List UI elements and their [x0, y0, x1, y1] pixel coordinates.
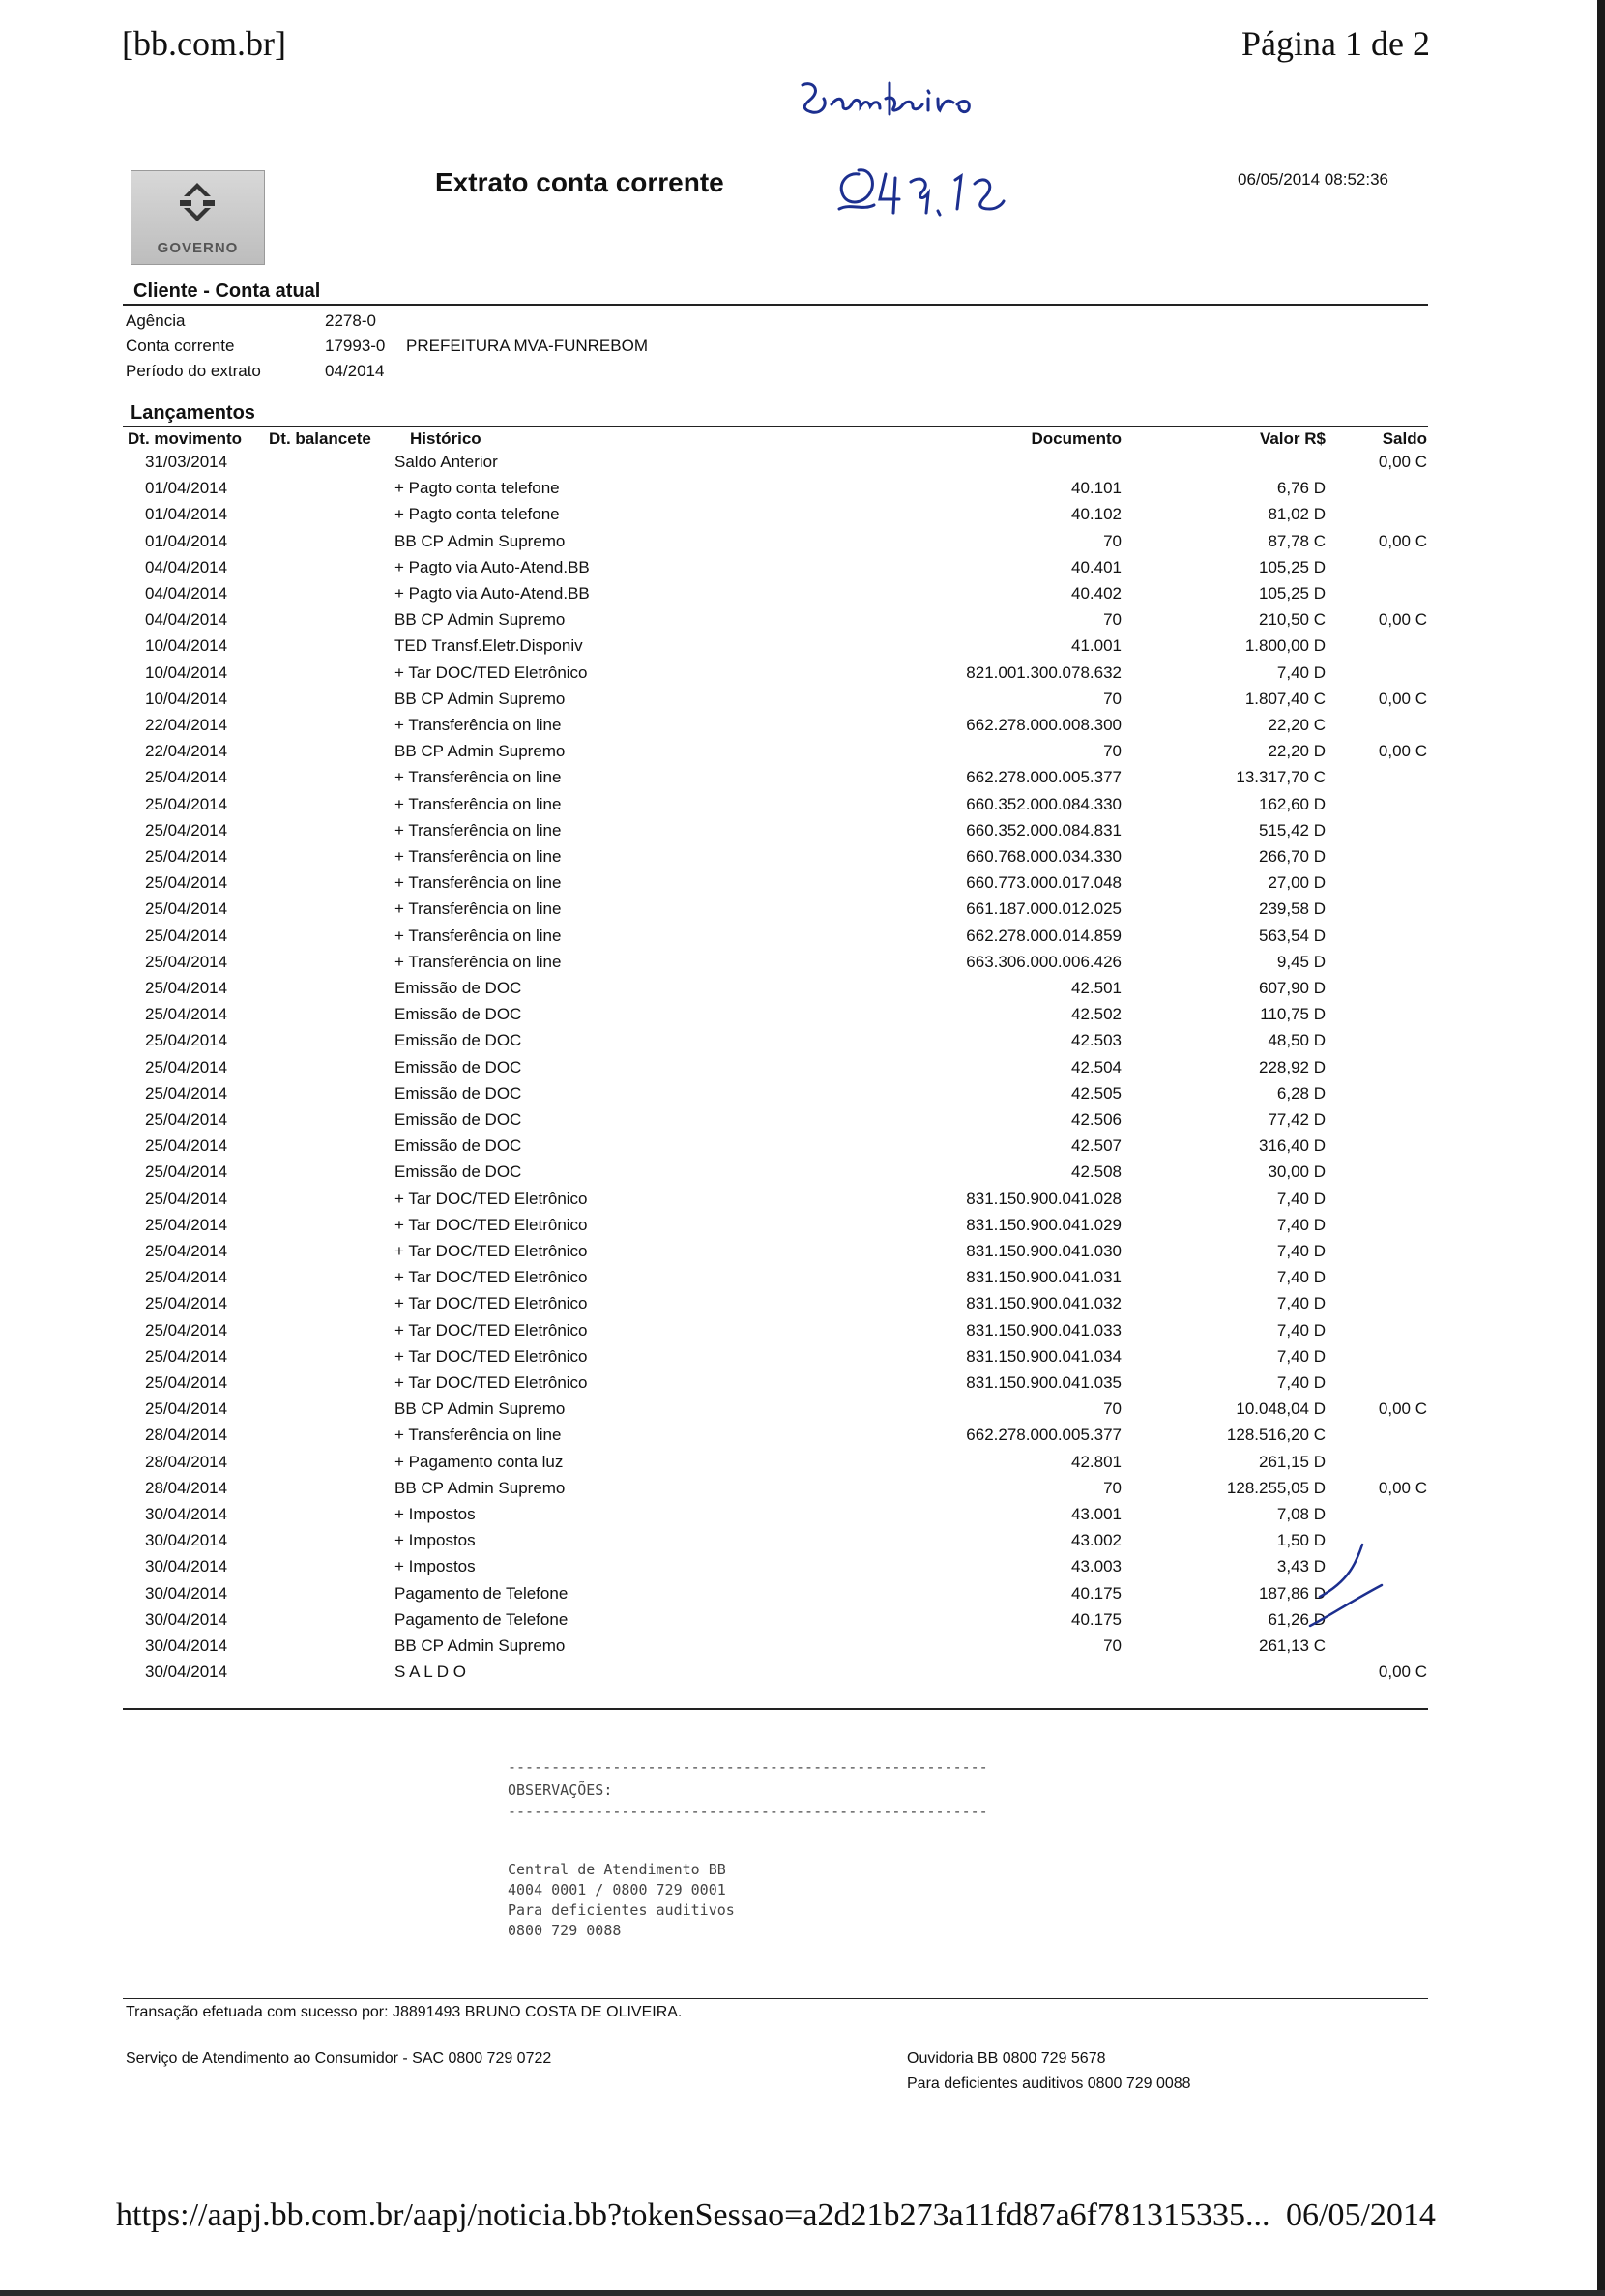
cell-historico: + Tar DOC/TED Eletrônico: [394, 662, 588, 682]
col-header-documento: Documento: [1031, 429, 1122, 448]
cell-valor: 261,15 D: [1259, 1452, 1326, 1471]
cell-valor: 210,50 C: [1259, 610, 1326, 630]
cell-dt-movimento: 30/04/2014: [145, 1609, 228, 1629]
cell-historico: Saldo Anterior: [394, 453, 498, 471]
cell-valor: 1.800,00 D: [1244, 636, 1326, 656]
cell-dt-movimento: 30/04/2014: [145, 1505, 228, 1523]
table-row: [0, 558, 1605, 584]
cell-historico: + Impostos: [394, 1505, 476, 1523]
cell-valor: 239,58 D: [1259, 899, 1326, 919]
deficientes-label: Para deficientes auditivos: [508, 1901, 735, 1919]
cell-historico: Emissão de DOC: [394, 1031, 522, 1050]
cell-historico: BB CP Admin Supremo: [394, 531, 566, 550]
statement-datetime: 06/05/2014 08:52:36: [1238, 170, 1388, 189]
handwritten-checkmark: [1300, 1543, 1387, 1630]
cell-historico: + Transferência on line: [394, 716, 562, 734]
cell-dt-movimento: 25/04/2014: [145, 1294, 228, 1313]
cell-valor: 7,40 D: [1276, 1242, 1326, 1260]
table-row: [0, 1031, 1605, 1057]
cell-documento: 42.801: [1071, 1452, 1122, 1471]
cell-valor: 607,90 D: [1259, 979, 1326, 997]
cell-dt-movimento: 25/04/2014: [145, 979, 228, 997]
central-title: Central de Atendimento BB: [508, 1861, 726, 1878]
cell-dt-movimento: 25/04/2014: [145, 1320, 228, 1339]
cell-valor: 316,40 D: [1259, 1136, 1326, 1156]
divider: [123, 1708, 1428, 1710]
table-row: [0, 1190, 1605, 1216]
cell-documento: 40.402: [1071, 584, 1122, 603]
ouvidoria-text: Ouvidoria BB 0800 729 5678: [907, 2050, 1106, 2067]
cell-documento: 831.150.900.041.030: [966, 1242, 1122, 1260]
cell-saldo: 0,00 C: [1378, 453, 1427, 471]
deficientes-phone: 0800 729 0088: [508, 1922, 622, 1939]
cell-documento: 43.003: [1071, 1557, 1122, 1576]
cell-historico: + Transferência on line: [394, 899, 562, 919]
cell-dt-movimento: 25/04/2014: [145, 1136, 228, 1156]
cell-historico: + Transferência on line: [394, 926, 562, 945]
cell-documento: 660.773.000.017.048: [966, 873, 1122, 893]
client-section-title: Cliente - Conta atual: [133, 280, 321, 302]
cell-valor: 105,25 D: [1259, 557, 1326, 576]
cell-documento: 660.768.000.034.330: [966, 847, 1122, 866]
table-row: [0, 873, 1605, 899]
table-row: [0, 636, 1605, 662]
cell-dt-movimento: 01/04/2014: [145, 505, 228, 524]
cell-historico: + Transferência on line: [394, 952, 562, 971]
cell-documento: 70: [1103, 742, 1122, 761]
table-row: [0, 663, 1605, 690]
cell-saldo: 0,00 C: [1378, 1663, 1427, 1682]
table-row: [0, 1453, 1605, 1479]
cell-historico: Emissão de DOC: [394, 1083, 522, 1103]
table-row: [0, 821, 1605, 847]
conta-label: Conta corrente: [126, 337, 235, 355]
cell-historico: + Transferência on line: [394, 768, 562, 787]
cell-valor: 266,70 D: [1259, 847, 1326, 866]
cell-historico: BB CP Admin Supremo: [394, 1399, 566, 1419]
col-header-saldo: Saldo: [1382, 429, 1427, 448]
cell-documento: 42.507: [1071, 1136, 1122, 1156]
cell-historico: + Pagto via Auto-Atend.BB: [394, 557, 590, 576]
cell-dt-movimento: 25/04/2014: [145, 794, 228, 813]
cell-historico: Emissão de DOC: [394, 1005, 522, 1024]
cell-documento: 662.278.000.005.377: [966, 1426, 1122, 1445]
table-row: [0, 1242, 1605, 1268]
cell-valor: 7,40 D: [1276, 1346, 1326, 1366]
cell-valor: 1,50 D: [1276, 1531, 1326, 1550]
cell-historico: BB CP Admin Supremo: [394, 1636, 566, 1655]
table-row: [0, 1505, 1605, 1531]
cell-documento: 821.001.300.078.632: [966, 662, 1122, 682]
cell-saldo: 0,00 C: [1378, 1478, 1427, 1497]
cell-valor: 81,02 D: [1268, 505, 1326, 524]
cell-valor: 228,92 D: [1259, 1057, 1326, 1076]
cell-documento: 40.175: [1071, 1583, 1122, 1603]
cell-saldo: 0,00 C: [1378, 742, 1427, 761]
cell-documento: 70: [1103, 1636, 1122, 1655]
cell-dt-movimento: 28/04/2014: [145, 1426, 228, 1445]
divider: [123, 304, 1428, 306]
cell-valor: 128.255,05 D: [1226, 1478, 1326, 1497]
cell-documento: 831.150.900.041.034: [966, 1346, 1122, 1366]
cell-historico: Emissão de DOC: [394, 1110, 522, 1129]
cell-documento: 70: [1103, 1399, 1122, 1419]
cell-dt-movimento: 25/04/2014: [145, 899, 228, 919]
cell-documento: 43.002: [1071, 1531, 1122, 1550]
lancamentos-section-title: Lançamentos: [131, 402, 255, 424]
col-header-dt-balancete: Dt. balancete: [269, 429, 371, 448]
page-indicator: Página 1 de 2: [1241, 24, 1430, 63]
table-row: [0, 1373, 1605, 1399]
table-row: [0, 953, 1605, 979]
cell-dt-movimento: 25/04/2014: [145, 1346, 228, 1366]
cell-valor: 7,40 D: [1276, 1320, 1326, 1339]
cell-dt-movimento: 25/04/2014: [145, 847, 228, 866]
divider: [123, 1998, 1428, 1999]
cell-valor: 27,00 D: [1268, 873, 1326, 893]
cell-dt-movimento: 25/04/2014: [145, 1399, 228, 1419]
cell-documento: 40.175: [1071, 1609, 1122, 1629]
cell-documento: 662.278.000.008.300: [966, 716, 1122, 734]
ouvidoria-deficientes-text: Para deficientes auditivos 0800 729 0088: [907, 2075, 1191, 2092]
cell-historico: Pagamento de Telefone: [394, 1609, 569, 1629]
cell-valor: 77,42 D: [1268, 1110, 1326, 1129]
cell-historico: + Transferência on line: [394, 794, 562, 813]
table-row: [0, 479, 1605, 505]
cell-documento: 42.506: [1071, 1110, 1122, 1129]
cell-historico: Emissão de DOC: [394, 1163, 522, 1182]
cell-historico: + Tar DOC/TED Eletrônico: [394, 1346, 588, 1366]
table-row: [0, 1058, 1605, 1084]
table-row: [0, 795, 1605, 821]
cell-dt-movimento: 30/04/2014: [145, 1531, 228, 1550]
cell-saldo: 0,00 C: [1378, 1399, 1427, 1419]
cell-historico: TED Transf.Eletr.Disponiv: [394, 636, 583, 656]
table-row: [0, 1005, 1605, 1031]
cell-historico: + Pagamento conta luz: [394, 1452, 564, 1471]
cell-dt-movimento: 25/04/2014: [145, 873, 228, 893]
cell-valor: 7,40 D: [1276, 1373, 1326, 1392]
table-row: [0, 1268, 1605, 1294]
table-row: [0, 768, 1605, 794]
divider: [123, 426, 1428, 427]
cell-dt-movimento: 25/04/2014: [145, 1031, 228, 1050]
cell-valor: 1.807,40 C: [1244, 689, 1326, 708]
cell-historico: Emissão de DOC: [394, 979, 522, 997]
table-row: [0, 690, 1605, 716]
cell-documento: 40.102: [1071, 505, 1122, 524]
table-row: [0, 979, 1605, 1005]
cell-historico: + Transferência on line: [394, 847, 562, 866]
cell-dt-movimento: 10/04/2014: [145, 636, 228, 656]
obs-label: OBSERVAÇÕES:: [508, 1781, 613, 1799]
cell-dt-movimento: 22/04/2014: [145, 742, 228, 761]
table-row: [0, 1084, 1605, 1110]
cell-valor: 13.317,70 C: [1236, 768, 1326, 787]
cell-historico: + Tar DOC/TED Eletrônico: [394, 1294, 588, 1313]
cell-valor: 3,43 D: [1276, 1557, 1326, 1576]
agencia-label: Agência: [126, 311, 186, 330]
agencia-value: 2278-0: [325, 311, 376, 330]
cell-historico: BB CP Admin Supremo: [394, 1478, 566, 1497]
table-row: [0, 1216, 1605, 1242]
cell-documento: 663.306.000.006.426: [966, 952, 1122, 971]
cell-historico: + Impostos: [394, 1557, 476, 1576]
cell-dt-movimento: 25/04/2014: [145, 1163, 228, 1182]
cell-documento: 40.101: [1071, 479, 1122, 498]
cell-documento: 42.508: [1071, 1163, 1122, 1182]
cell-dt-movimento: 25/04/2014: [145, 926, 228, 945]
cell-documento: 831.150.900.041.028: [966, 1189, 1122, 1208]
cell-documento: 831.150.900.041.035: [966, 1373, 1122, 1392]
cell-dt-movimento: 25/04/2014: [145, 1083, 228, 1103]
cell-dt-movimento: 25/04/2014: [145, 1110, 228, 1129]
cell-historico: BB CP Admin Supremo: [394, 610, 566, 630]
periodo-value: 04/2014: [325, 362, 385, 380]
conta-holder: PREFEITURA MVA-FUNREBOM: [406, 337, 648, 355]
cell-documento: 40.401: [1071, 557, 1122, 576]
table-row: [0, 610, 1605, 636]
cell-valor: 30,00 D: [1268, 1163, 1326, 1182]
cell-valor: 7,40 D: [1276, 1268, 1326, 1287]
cell-documento: 42.504: [1071, 1057, 1122, 1076]
table-row: [0, 453, 1605, 479]
cell-documento: 662.278.000.014.859: [966, 926, 1122, 945]
cell-historico: + Pagto via Auto-Atend.BB: [394, 584, 590, 603]
cell-documento: 662.278.000.005.377: [966, 768, 1122, 787]
cell-valor: 563,54 D: [1259, 926, 1326, 945]
cell-historico: + Pagto conta telefone: [394, 505, 560, 524]
cell-valor: 515,42 D: [1259, 820, 1326, 839]
document-title: Extrato conta corrente: [435, 167, 724, 197]
cell-dt-movimento: 10/04/2014: [145, 689, 228, 708]
cell-documento: 42.502: [1071, 1005, 1122, 1024]
cell-dt-movimento: 30/04/2014: [145, 1583, 228, 1603]
handwritten-amount: [830, 155, 1023, 224]
cell-dt-movimento: 25/04/2014: [145, 952, 228, 971]
cell-valor: 128.516,20 C: [1226, 1426, 1326, 1445]
cell-historico: S A L D O: [394, 1663, 467, 1682]
cell-dt-movimento: 25/04/2014: [145, 768, 228, 787]
cell-dt-movimento: 25/04/2014: [145, 1005, 228, 1024]
cell-valor: 7,40 D: [1276, 1294, 1326, 1313]
table-row: [0, 584, 1605, 610]
obs-dashes-bottom: -------------------------------------------------------: [508, 1803, 988, 1820]
scan-edge-bottom: [0, 2290, 1605, 2296]
cell-valor: 187,86 D: [1259, 1583, 1326, 1603]
print-date: 06/05/2014: [1286, 2197, 1436, 2233]
cell-documento: 42.505: [1071, 1083, 1122, 1103]
cell-valor: 110,75 D: [1260, 1005, 1326, 1024]
cell-valor: 22,20 C: [1268, 716, 1326, 734]
cell-dt-movimento: 31/03/2014: [145, 453, 228, 471]
table-row: [0, 532, 1605, 558]
table-row: [0, 742, 1605, 768]
cell-valor: 7,40 D: [1276, 1189, 1326, 1208]
cell-valor: 261,13 C: [1259, 1636, 1326, 1655]
cell-documento: 70: [1103, 610, 1122, 630]
cell-dt-movimento: 25/04/2014: [145, 820, 228, 839]
cell-valor: 105,25 D: [1259, 584, 1326, 603]
cell-historico: + Transferência on line: [394, 820, 562, 839]
cell-saldo: 0,00 C: [1378, 689, 1427, 708]
cell-valor: 61,26 D: [1268, 1609, 1326, 1629]
col-header-dt-movimento: Dt. movimento: [128, 429, 243, 448]
cell-documento: 70: [1103, 1478, 1122, 1497]
cell-historico: + Impostos: [394, 1531, 476, 1550]
table-row: [0, 505, 1605, 531]
cell-documento: 660.352.000.084.831: [966, 820, 1122, 839]
periodo-label: Período do extrato: [126, 362, 261, 380]
cell-valor: 10.048,04 D: [1236, 1399, 1326, 1419]
cell-valor: 7,40 D: [1276, 662, 1326, 682]
cell-dt-movimento: 22/04/2014: [145, 716, 228, 734]
cell-historico: + Tar DOC/TED Eletrônico: [394, 1189, 588, 1208]
cell-dt-movimento: 28/04/2014: [145, 1478, 228, 1497]
cell-valor: 7,40 D: [1276, 1215, 1326, 1234]
cell-historico: + Transferência on line: [394, 873, 562, 893]
table-row: [0, 1347, 1605, 1373]
cell-saldo: 0,00 C: [1378, 531, 1427, 550]
cell-dt-movimento: 30/04/2014: [145, 1557, 228, 1576]
page-url: https://aapj.bb.com.br/aapj/noticia.bb?tokenSessao=a2d21b273a11fd87a6f781315335...: [116, 2197, 1270, 2233]
cell-valor: 22,20 D: [1268, 742, 1326, 761]
cell-historico: + Tar DOC/TED Eletrônico: [394, 1242, 588, 1260]
cell-saldo: 0,00 C: [1378, 610, 1427, 630]
cell-dt-movimento: 04/04/2014: [145, 610, 228, 630]
cell-valor: 48,50 D: [1268, 1031, 1326, 1050]
table-row: [0, 899, 1605, 926]
cell-documento: 41.001: [1071, 636, 1122, 656]
cell-historico: Emissão de DOC: [394, 1057, 522, 1076]
cell-historico: + Tar DOC/TED Eletrônico: [394, 1215, 588, 1234]
conta-value: 17993-0: [325, 337, 386, 355]
cell-documento: 661.187.000.012.025: [966, 899, 1122, 919]
cell-dt-movimento: 25/04/2014: [145, 1057, 228, 1076]
cell-documento: 831.150.900.041.033: [966, 1320, 1122, 1339]
col-header-valor: Valor R$: [1259, 429, 1326, 448]
cell-historico: + Transferência on line: [394, 1426, 562, 1445]
cell-documento: 831.150.900.041.032: [966, 1294, 1122, 1313]
cell-documento: 831.150.900.041.031: [966, 1268, 1122, 1287]
handwritten-note-bombeiro: [793, 75, 1015, 133]
table-row: [0, 1479, 1605, 1505]
cell-dt-movimento: 25/04/2014: [145, 1189, 228, 1208]
cell-historico: BB CP Admin Supremo: [394, 742, 566, 761]
cell-historico: + Pagto conta telefone: [394, 479, 560, 498]
cell-dt-movimento: 25/04/2014: [145, 1268, 228, 1287]
cell-historico: BB CP Admin Supremo: [394, 689, 566, 708]
cell-dt-movimento: 10/04/2014: [145, 662, 228, 682]
cell-dt-movimento: 25/04/2014: [145, 1215, 228, 1234]
cell-dt-movimento: 25/04/2014: [145, 1242, 228, 1260]
cell-documento: 70: [1103, 531, 1122, 550]
cell-documento: 42.501: [1071, 979, 1122, 997]
cell-historico: + Tar DOC/TED Eletrônico: [394, 1320, 588, 1339]
cell-documento: 43.001: [1071, 1505, 1122, 1523]
table-row: [0, 1163, 1605, 1189]
sac-text: Serviço de Atendimento ao Consumidor - SAC 0800 729 0722: [126, 2050, 552, 2067]
cell-valor: 87,78 C: [1268, 531, 1326, 550]
table-row: [0, 1399, 1605, 1426]
table-row: [0, 1426, 1605, 1452]
cell-documento: 70: [1103, 689, 1122, 708]
table-row: [0, 1110, 1605, 1136]
table-row: [0, 716, 1605, 742]
table-row: [0, 1663, 1605, 1689]
cell-documento: 660.352.000.084.330: [966, 794, 1122, 813]
cell-dt-movimento: 25/04/2014: [145, 1373, 228, 1392]
cell-dt-movimento: 28/04/2014: [145, 1452, 228, 1471]
table-row: [0, 927, 1605, 953]
cell-historico: Emissão de DOC: [394, 1136, 522, 1156]
cell-dt-movimento: 01/04/2014: [145, 479, 228, 498]
cell-valor: 162,60 D: [1259, 794, 1326, 813]
table-row: [0, 1294, 1605, 1320]
obs-dashes-top: -------------------------------------------------------: [508, 1758, 988, 1776]
cell-dt-movimento: 04/04/2014: [145, 584, 228, 603]
browser-host: [bb.com.br]: [122, 24, 286, 63]
bb-logo-icon: [131, 171, 264, 239]
table-row: [0, 1321, 1605, 1347]
cell-documento: 831.150.900.041.029: [966, 1215, 1122, 1234]
cell-valor: 9,45 D: [1276, 952, 1326, 971]
cell-historico: Pagamento de Telefone: [394, 1583, 569, 1603]
cell-dt-movimento: 30/04/2014: [145, 1663, 228, 1682]
cell-historico: + Tar DOC/TED Eletrônico: [394, 1268, 588, 1287]
bank-logo: [131, 170, 265, 265]
cell-valor: 7,08 D: [1276, 1505, 1326, 1523]
transacao-text: Transação efetuada com sucesso por: J8891493 BRUNO COSTA DE OLIVEIRA.: [126, 2004, 683, 2020]
table-row: [0, 847, 1605, 873]
table-row: [0, 1636, 1605, 1663]
cell-valor: 6,28 D: [1276, 1083, 1326, 1103]
cell-dt-movimento: 30/04/2014: [145, 1636, 228, 1655]
cell-valor: 6,76 D: [1276, 479, 1326, 498]
cell-documento: 42.503: [1071, 1031, 1122, 1050]
cell-dt-movimento: 01/04/2014: [145, 531, 228, 550]
cell-dt-movimento: 04/04/2014: [145, 557, 228, 576]
table-row: [0, 1136, 1605, 1163]
central-phone: 4004 0001 / 0800 729 0001: [508, 1881, 726, 1899]
cell-historico: + Tar DOC/TED Eletrônico: [394, 1373, 588, 1392]
col-header-historico: Histórico: [410, 429, 482, 448]
logo-text: GOVERNO: [157, 240, 239, 256]
